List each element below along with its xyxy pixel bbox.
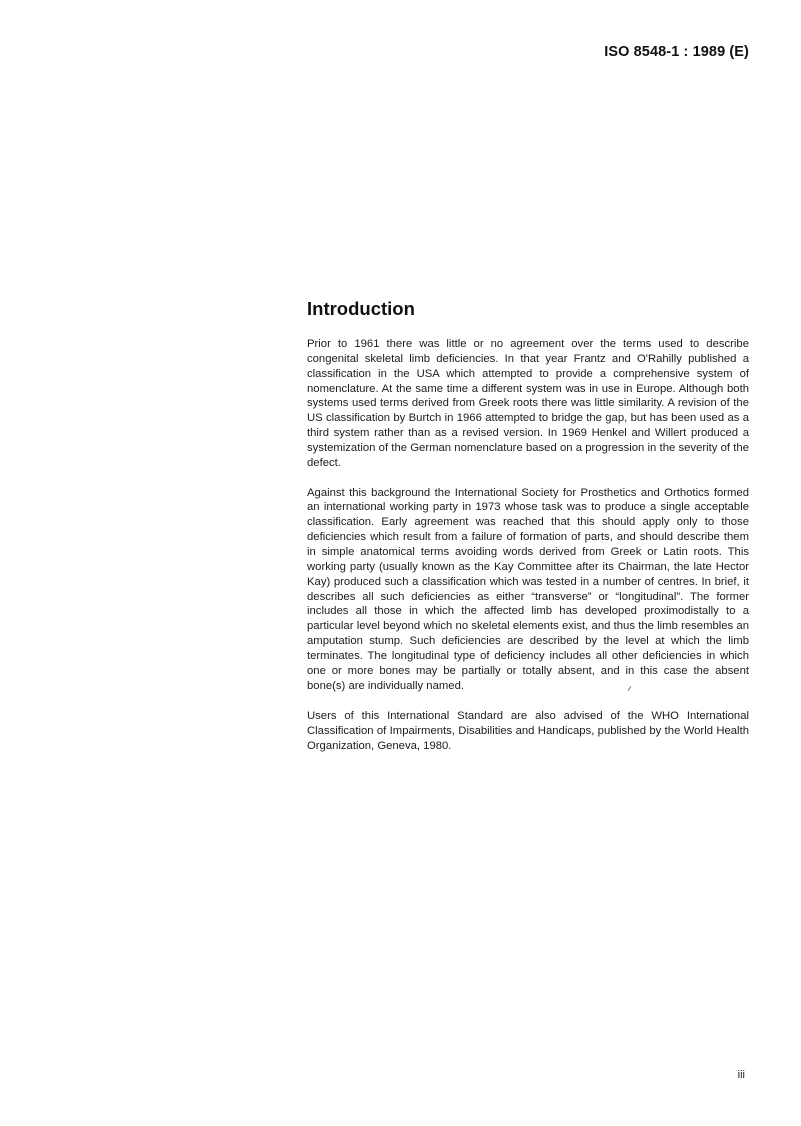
paragraph-who-reference: Users of this International Standard are also advised of the WHO International Classification of Impairments, Disabilities and Handicaps, published by the World Health Organization, Geneva, 1980. xyxy=(307,710,749,753)
document-id-header: ISO 8548-1 : 1989 (E) xyxy=(604,44,749,60)
introduction-section xyxy=(307,298,749,754)
paragraph-history: Prior to 1961 there was little or no agreement over the terms used to describe congenital skeletal limb deficiencies. In that year Frantz and O'Rahilly published a classification in the USA which attempted to provide a comprehensive system of nomenclature. At the same time a different system was in use in Europe. Although both systems used terms derived from Greek roots there was little similarity. A revision of the US classification by Burtch in 1966 attempted to bridge the gap, but has been used as a third system rather than as a revised version. In 1969 Henkel and Willert produced a systemization of the German nomenclature based on a progression in the severity of the defect. xyxy=(307,338,749,469)
section-title: Introduction xyxy=(307,298,415,319)
paragraph-working-party: Against this background the International Society for Prosthetics and Orthotics formed an international working party in 1973 whose task was to produce a single acceptable classification. Early agreement was reached that this should apply only to those deficiencies which result from a failure of formation of parts, and should describe them in simple anatomical terms avoiding words derived from Greek or Latin roots. This working party (usually known as the Kay Committee after its Chairman, the late Hector Kay) produced such a classification which was tested in a number of centres. In brief, it describes all such deficiencies as either “transverse” or “longitudinal”. The former includes all those in which the affected limb has developed proximodistally to a particular level beyond which no skeletal elements exist, and thus the limb resembles an amputation stump. Such deficiencies are described by the level at which the limb terminates. The longitudinal type of deficiency includes all other deficiencies in which one or more bones may be partially or totally absent, and in this case the absent bone(s) are individually named. xyxy=(307,486,749,692)
page-number: iii xyxy=(737,1069,745,1081)
